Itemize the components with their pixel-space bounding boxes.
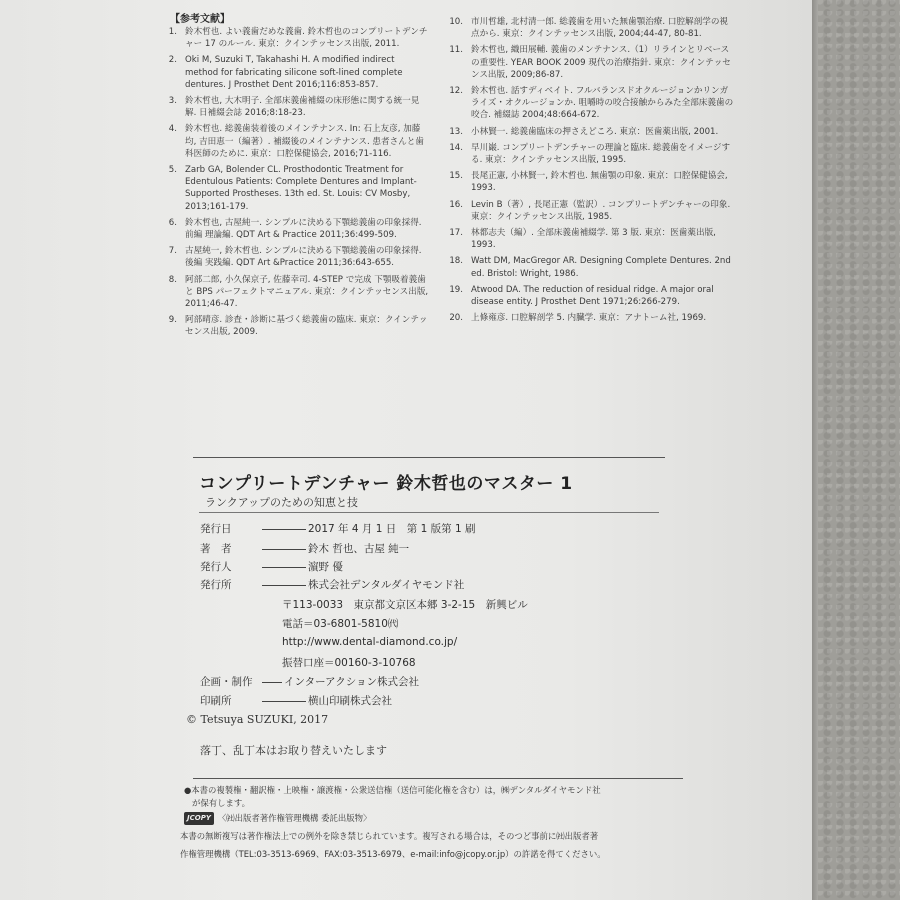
reference-item — [157, 123, 429, 160]
reference-item — [157, 26, 429, 50]
leader-line — [262, 549, 306, 550]
leader-line — [262, 585, 306, 586]
row-value: 鈴木 哲也、古屋 純一 — [308, 543, 410, 555]
row-label: 印刷所 — [200, 695, 232, 707]
reference-text: 小林賢一. 総義歯臨床の押さえどころ. 東京：医歯薬出版, 2001. — [471, 126, 719, 137]
row-value: 横山印刷株式会社 — [308, 695, 392, 707]
reference-number: 2. — [168, 55, 177, 66]
references-left-column — [157, 26, 429, 343]
reference-text: Oki M, Suzuki T, Takahashi H. A modified indirect method for fabricating silicone soft-lined complete dentures. J Prosthet Dent 2016;116:853-857. — [185, 55, 403, 90]
reference-text: 鈴木哲也. 話すディベイト. フルバランスドオクルージョンかリンガライズ・オクルージョンか. 咀嚼時の咬合接触からみた全部床義歯の咬合. 補綴誌 2004;48:664-672. — [471, 86, 734, 121]
reference-number: 14. — [449, 142, 463, 153]
publisher-url: http://www.dental-diamond.co.jp/ — [282, 636, 458, 648]
reference-text: 林都志夫（編）. 全部床義歯補綴学. 第 3 版. 東京：医歯薬出版, 1993. — [471, 228, 716, 251]
book-title: コンプリートデンチャー 鈴木哲也のマスター 1 — [199, 474, 573, 494]
rights-notice-line-1: ●本書の複製権・翻訳権・上映権・譲渡権・公衆送信権（送信可能化権を含む）は，㈱デンタルダイヤモンド社 — [184, 785, 601, 795]
leader-line — [262, 682, 282, 683]
reference-text: Watt DM, MacGregor AR. Designing Complete Dentures. 2nd ed. Bristol: Wright, 1986. — [471, 256, 731, 279]
jcopy-organization: 〈㈳出版者著作権管理機構 委託出版物〉 — [217, 813, 372, 823]
copy-notice-line-2: 作権管理機構（TEL:03-3513-6969、FAX:03-3513-6979、e-mail:info@jcopy.or.jp）の許諾を得てください。 — [180, 849, 606, 859]
reference-number: 9. — [168, 315, 177, 326]
reference-number: 17. — [449, 228, 463, 239]
reference-item — [157, 314, 429, 338]
row-value: 濵野 優 — [308, 561, 343, 573]
reference-text: Levin B（著）, 長尾正憲（監訳）. コンプリートデンチャーの印象. 東京：クインテッセンス出版, 1985. — [471, 199, 731, 222]
leader-line — [262, 701, 306, 702]
reference-text: 鈴木哲也. 総義歯装着後のメインテナンス. In: 石上友彦, 加藤均, 吉田恵一（編著）. 補綴後のメインテナンス. 患者さんと歯科医師のために. 東京：口腔保健協会, 2016;71-116. — [185, 124, 424, 159]
reference-item — [443, 227, 735, 251]
reference-number: 1. — [168, 27, 177, 37]
reference-text: 阿部晴彦. 診査・診断に基づく総義歯の臨床. 東京：クインテッセンス出版, 2009. — [185, 315, 428, 338]
publisher-phone: 電話＝03-6801-5810㈹ — [282, 618, 399, 630]
subtitle-rule — [199, 512, 659, 513]
leader-line — [262, 529, 306, 530]
reference-text: 市川哲雄, 北村清一郎. 総義歯を用いた無歯顎治療. 口腔解剖学の視点から. 東京：クインテッセンス出版, 2004;44-47, 80-81. — [471, 17, 729, 40]
publisher-row — [200, 577, 464, 592]
reference-number: 6. — [168, 217, 177, 228]
reference-number: 11. — [449, 45, 463, 56]
reference-item — [157, 245, 429, 269]
reference-number: 12. — [449, 86, 463, 97]
reference-text: 鈴木哲也, 織田展輔. 義歯のメンテナンス.（1）リラインとリベースの重要性. YEAR BOOK 2009 現代の治療指針. 東京：クインテッセンス出版, 2009;86-87. — [471, 45, 731, 80]
planning-row — [200, 674, 419, 689]
reference-item — [157, 164, 429, 213]
reference-item — [157, 95, 429, 119]
reference-item — [443, 44, 735, 81]
printer-row — [200, 693, 392, 708]
reference-number: 7. — [168, 246, 177, 257]
reference-text: 早川巌. コンプリートデンチャーの理論と臨床. 総義歯をイメージする. 東京：クインテッセンス出版, 1995. — [471, 142, 731, 166]
reference-text: 古屋純一, 鈴木哲也. シンプルに決める下顎総義歯の印象採得. 後編 実践編. QDT Art &Practice 2011;36:643-655. — [185, 246, 422, 269]
reference-item — [443, 284, 735, 308]
reference-item — [443, 126, 735, 138]
reference-item — [443, 199, 735, 223]
misprint-notice: 落丁、乱丁本はお取り替えいたします — [200, 744, 387, 757]
reference-item — [443, 312, 735, 324]
background-carpet — [818, 0, 900, 900]
reference-number: 15. — [449, 171, 463, 182]
reference-number: 19. — [449, 284, 463, 295]
reference-text: 鈴木哲也, 古屋純一. シンプルに決める下顎総義歯の印象採得. 前編 理論編. QDT Art & Practice 2011;36:499-509. — [185, 217, 422, 241]
issuer-row — [200, 559, 343, 574]
reference-text: 鈴木哲也, 大木明子. 全部床義歯補綴の床形態に関する統一見解. 日補綴会誌 2016;8:18-23. — [185, 96, 420, 119]
reference-number: 5. — [168, 165, 177, 176]
reference-item — [443, 255, 735, 279]
reference-number: 20. — [449, 313, 463, 324]
rights-notice-line-2: が保有します。 — [192, 798, 250, 808]
row-value: インターアクション株式会社 — [284, 676, 420, 688]
colophon-top-rule — [193, 457, 665, 458]
row-label: 発行人 — [200, 561, 232, 573]
copyright-notice: © Tetsuya SUZUKI, 2017 — [186, 713, 329, 726]
reference-item — [443, 16, 735, 40]
reference-item — [443, 85, 735, 122]
jcopy-line — [184, 812, 371, 825]
book-subtitle: ランクアップのための知恵と技 — [205, 496, 359, 509]
row-label: 発行所 — [200, 579, 232, 591]
notices-rule — [193, 778, 683, 779]
reference-item — [157, 217, 429, 241]
row-label: 発行日 — [200, 523, 232, 535]
row-label: 著 者 — [200, 543, 232, 555]
publication-date-row — [200, 521, 475, 536]
reference-number: 8. — [168, 274, 177, 285]
transfer-account: 振替口座＝00160-3-10768 — [282, 657, 416, 669]
jcopy-logo: JCOPY — [184, 812, 214, 825]
references-right-column — [443, 16, 735, 328]
reference-text: Zarb GA, Bolender CL. Prosthodontic Treatment for Edentulous Patients: Complete Dentures and Implant-Supported Prostheses. 13th ed. St. Louis: CV Mosby, 2013;161-179. — [185, 165, 417, 212]
leader-line — [262, 567, 306, 568]
row-value: 2017 年 4 月 1 日 第 1 版第 1 刷 — [308, 523, 476, 535]
reference-text: 上條雍彦. 口腔解剖学 5. 内臓学. 東京：アナトーム社, 1969. — [471, 313, 707, 324]
reference-number: 13. — [449, 126, 463, 137]
reference-number: 3. — [168, 96, 177, 107]
reference-number: 10. — [449, 17, 463, 27]
reference-text: 長尾正憲, 小林賢一, 鈴木哲也. 無歯顎の印象. 東京：口腔保健協会, 1993. — [471, 171, 728, 194]
reference-text: Atwood DA. The reduction of residual ridge. A major oral disease entity. J Prosthet Dent 1971;26:266-279. — [471, 284, 714, 308]
authors-row — [200, 541, 409, 556]
copy-notice-line-1: 本書の無断複写は著作権法上での例外を除き禁じられています。複写される場合は，そのつど事前に㈳出版者著 — [180, 831, 599, 841]
references-heading: 【参考文献】 — [170, 14, 230, 25]
reference-item — [443, 170, 735, 194]
reference-number: 16. — [449, 199, 463, 210]
reference-item — [443, 142, 735, 166]
publisher-address: 〒113-0033 東京都文京区本郷 3-2-15 新興ビル — [282, 599, 528, 611]
reference-item — [157, 54, 429, 91]
reference-number: 18. — [449, 256, 463, 267]
row-value: 株式会社デンタルダイヤモンド社 — [308, 579, 465, 591]
reference-number: 4. — [168, 124, 177, 135]
reference-text: 鈴木哲也. よい義歯だめな義歯. 鈴木哲也のコンプリートデンチャー 17 のルール. 東京：クインテッセンス出版, 2011. — [185, 27, 428, 50]
reference-text: 阿部二郎, 小久保京子, 佐藤幸司. 4-STEP で完成 下顎吸着義歯と BPS パーフェクトマニュアル. 東京：クインテッセンス出版, 2011;46-47. — [185, 274, 429, 310]
row-label: 企画・制作 — [200, 676, 253, 688]
reference-item — [157, 274, 429, 311]
